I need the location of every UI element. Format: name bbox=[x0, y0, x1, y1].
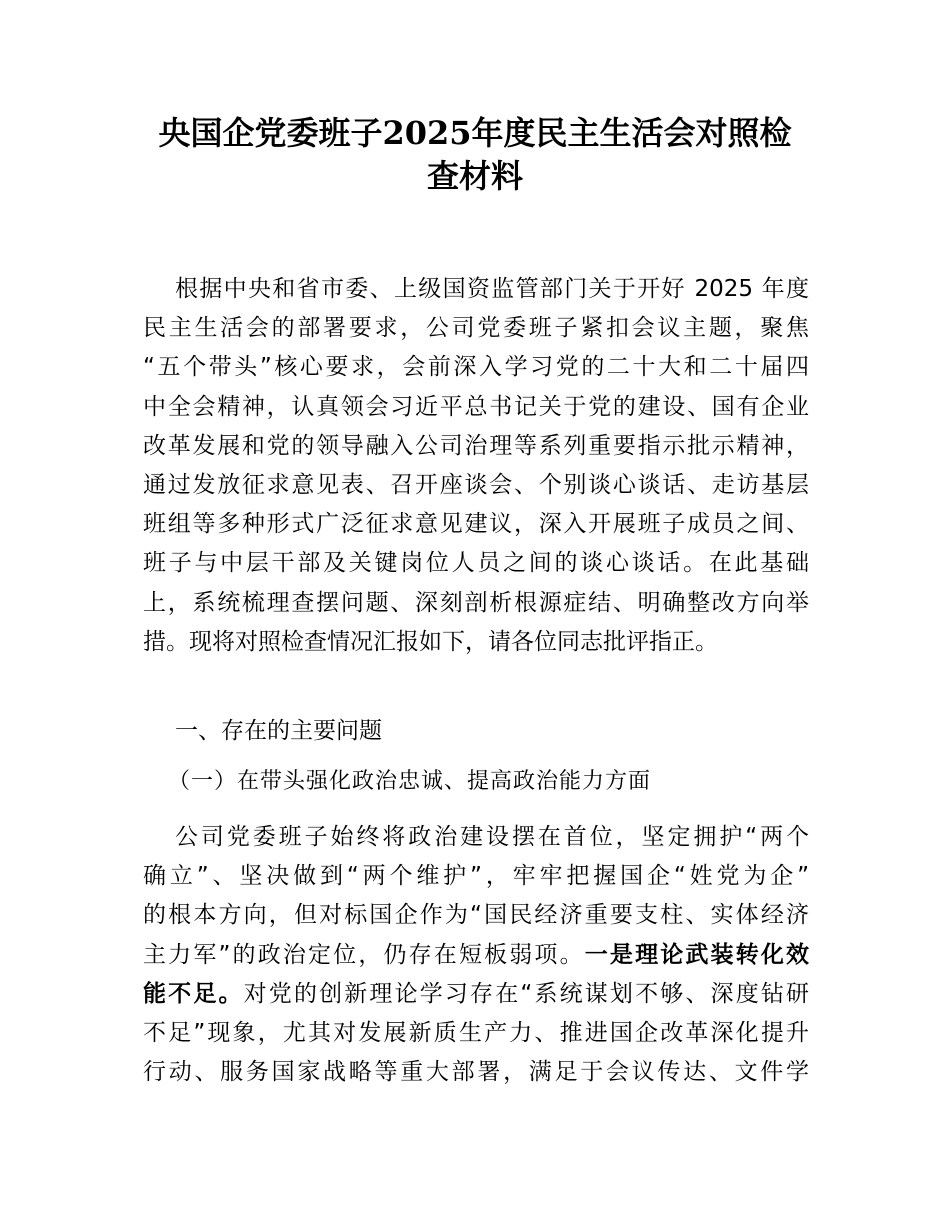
paragraph-line: 通过发放征求意见表、召开座谈会、个别谈心谈话、走访基层 bbox=[143, 471, 809, 498]
paragraph-line: 班组等多种形式广泛征求意见建议，深入开展班子成员之间、 bbox=[143, 511, 809, 538]
title-line-2: 查材料 bbox=[426, 157, 523, 195]
subsection-heading-1: （一）在带头强化政治忠诚、提高政治能力方面 bbox=[168, 769, 652, 794]
paragraph-line: 根据中央和省市委、上级国资监管部门关于开好 2025 年度 bbox=[175, 276, 809, 302]
bold-point-heading: 一是理论武装转化效 bbox=[584, 941, 810, 968]
title-line-1: 央国企党委班子2025年度民主生活会对照检 bbox=[158, 114, 792, 152]
paragraph-line: 措。现将对照检查情况汇报如下，请各位同志批评指正。 bbox=[143, 628, 718, 655]
paragraph-line bbox=[143, 975, 809, 1014]
paragraph-line: 公司党委班子始终将政治建设摆在首位，坚定拥护“两个 bbox=[175, 824, 809, 850]
paragraph-line: 中全会精神，认真领会习近平总书记关于党的建设、国有企业 bbox=[143, 393, 809, 420]
paragraph-text: 主力军”的政治定位，仍存在短板弱项。 bbox=[143, 941, 585, 968]
paragraph-line: 行动、服务国家战略等重大部署，满足于会议传达、文件学 bbox=[143, 1059, 809, 1086]
paragraph-line: 改革发展和党的领导融入公司治理等系列重要指示批示精神， bbox=[143, 432, 809, 459]
paragraph-line: 上，系统梳理查摆问题、深刻剖析根源症结、明确整改方向举 bbox=[143, 589, 809, 616]
paragraph-line: 班子与中层干部及关键岗位人员之间的谈心谈话。在此基础 bbox=[143, 550, 809, 577]
paragraph-line bbox=[143, 936, 809, 975]
section-heading-1: 一、存在的主要问题 bbox=[175, 718, 382, 744]
bold-point-heading: 能不足。 bbox=[143, 980, 244, 1007]
intro-paragraph bbox=[143, 270, 809, 662]
paragraph-line: 民主生活会的部署要求，公司党委班子紧扣会议主题，聚焦 bbox=[143, 315, 809, 342]
paragraph-text: 对党的创新理论学习存在“系统谋划不够、深度钻研 bbox=[243, 980, 810, 1007]
paragraph-line: 的根本方向，但对标国企作为“国民经济重要支柱、实体经济 bbox=[143, 902, 809, 929]
political-loyalty-paragraph bbox=[143, 818, 809, 1092]
document-title bbox=[130, 112, 820, 198]
paragraph-line: 确立”、坚决做到“两个维护”，牢牢把握国企“姓党为企” bbox=[143, 863, 809, 890]
paragraph-line: 不足”现象，尤其对发展新质生产力、推进国企改革深化提升 bbox=[143, 1019, 809, 1046]
paragraph-line: “五个带头”核心要求，会前深入学习党的二十大和二十届四 bbox=[143, 354, 809, 381]
